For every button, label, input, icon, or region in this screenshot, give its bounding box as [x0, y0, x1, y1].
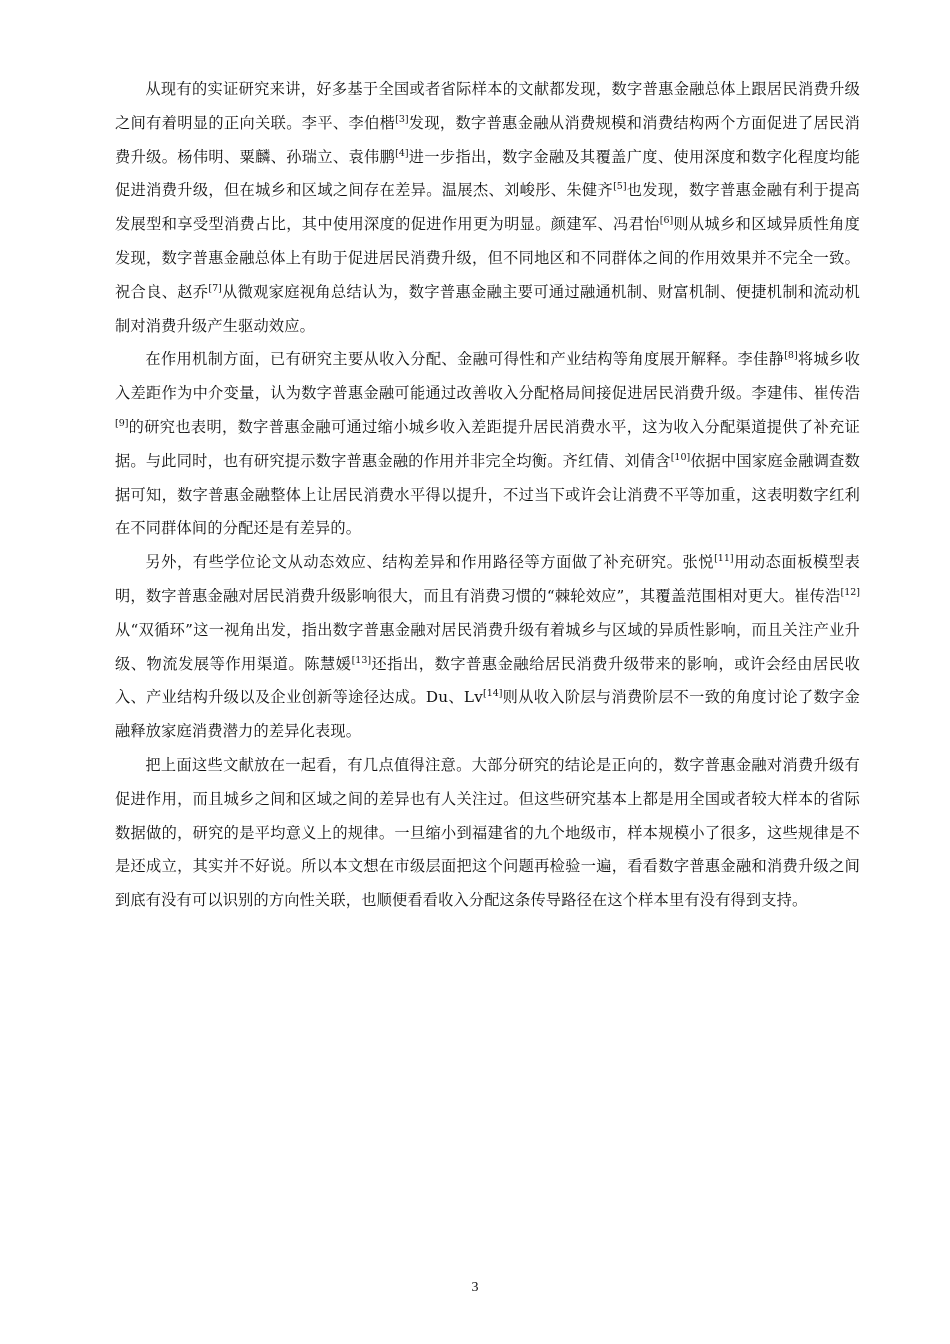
citation-marker: [3] [395, 113, 409, 125]
document-body [115, 73, 860, 918]
citation-marker: [7] [208, 282, 222, 294]
body-paragraph [115, 749, 860, 918]
citation-marker: [14] [482, 688, 503, 700]
citation-marker: [10] [670, 451, 691, 463]
body-paragraph [115, 546, 860, 749]
citation-marker: [4] [395, 147, 409, 159]
paragraph-text: 还指出，数字普惠金融给居民消费升级带来的影响，或许会经由居民收入、产业结构升级以及企业创新等途径达成。Du、Lv [115, 654, 861, 707]
citation-marker: [5] [613, 181, 627, 193]
paragraph-text: 则从收入阶层与消费阶层不一致的角度讨论了数字金融释放家庭消费潜力的差异化表现。 [115, 688, 860, 741]
paragraph-text: 将城乡收入差距作为中介变量，认为数字普惠金融可能通过改善收入分配格局间接促进居民消费升级。李建伟、崔传浩 [115, 350, 860, 403]
paragraph-text: 把上面这些文献放在一起看，有几点值得注意。大部分研究的结论是正向的，数字普惠金融对消费升级有促进作用，而且城乡之间和区域之间的差异也有人关注过。但这些研究基本上都是用全国或者较大样本的省际数据做的，研究的是平均意义上的规律。一旦缩小到福建省的九个地级市，样本规模小了很多，这些规律是不是还成立，其实并不好说。所以本文想在市级层面把这个问题再检验一遍，看看数字普惠金融和消费升级之间到底有没有可以识别的方向性关联，也顺便看看收入分配这条传导路径在这个样本里有没有得到支持。 [115, 755, 860, 910]
paragraph-text: 发现，数字普惠金融从消费规模和消费结构两个方面促进了居民消费升级。杨伟明、粟麟、孙瑞立、袁伟鹏 [115, 113, 860, 166]
body-paragraph [115, 343, 860, 546]
body-paragraph [115, 73, 860, 343]
paragraph-text: 则从城乡和区域异质性角度发现，数字普惠金融总体上有助于促进居民消费升级，但不同地区和不同群体之间的作用效果并不完全一致。祝合良、赵乔 [115, 215, 861, 301]
citation-marker: [8] [784, 350, 798, 362]
paragraph-text: 从“双循环”这一视角出发，指出数字普惠金融对居民消费升级有着城乡与区域的异质性影响，而且关注产业升级、物流发展等作用渠道。陈慧媛 [115, 620, 860, 673]
paragraph-text: 在作用机制方面，已有研究主要从收入分配、金融可得性和产业结构等角度展开解释。李佳静 [145, 350, 785, 369]
citation-marker: [13] [351, 654, 372, 666]
citation-marker: [11] [714, 553, 734, 565]
paragraph-text: 的研究也表明，数字普惠金融可通过缩小城乡收入差距提升居民消费水平，这为收入分配渠道提供了补充证据。与此同时，也有研究提示数字普惠金融的作用并非完全均衡。齐红倩、刘倩含 [115, 417, 860, 470]
paragraph-text: 从微观家庭视角总结认为，数字普惠金融主要可通过融通机制、财富机制、便捷机制和流动机制对消费升级产生驱动效应。 [115, 282, 860, 335]
page-number: 3 [471, 1280, 479, 1295]
paragraph-text: 从现有的实证研究来讲，好多基于全国或者省际样本的文献都发现，数字普惠金融总体上跟居民消费升级之间有着明显的正向关联。李平、李伯楷 [115, 80, 860, 132]
paragraph-text: 也发现，数字普惠金融有利于提高发展型和享受型消费占比，其中使用深度的促进作用更为明显。颜建军、冯君怡 [115, 181, 860, 234]
paragraph-text: 进一步指出，数字金融及其覆盖广度、使用深度和数字化程度均能促进消费升级，但在城乡和区域之间存在差异。温展杰、刘峻彤、朱健齐 [115, 147, 860, 200]
paragraph-text: 另外，有些学位论文从动态效应、结构差异和作用路径等方面做了补充研究。张悦 [145, 553, 715, 572]
citation-marker: [9] [115, 417, 129, 429]
paragraph-text: 用动态面板模型表明，数字普惠金融对居民消费升级影响很大，而且有消费习惯的“棘轮效应”，其覆盖范围相对更大。崔传浩 [115, 553, 860, 605]
citation-marker: [12] [840, 586, 860, 598]
citation-marker: [6] [659, 215, 674, 227]
paragraph-text: 依据中国家庭金融调查数据可知，数字普惠金融整体上让居民消费水平得以提升，不过当下或许会让消费不平等加重，这表明数字红利在不同群体间的分配还是有差异的。 [115, 451, 860, 538]
